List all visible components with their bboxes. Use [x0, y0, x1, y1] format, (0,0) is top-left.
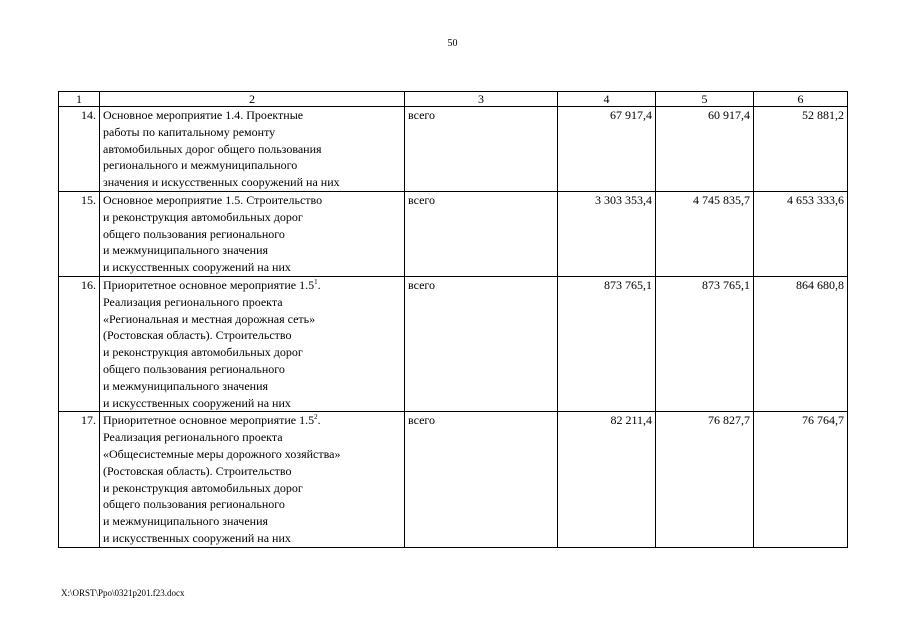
name-line: общего пользования регионального [103, 361, 285, 376]
row-value-col4: 873 765,1 [558, 276, 656, 411]
row-desc: всего [405, 107, 558, 192]
row-value-col5: 4 745 835,7 [656, 191, 754, 276]
name-line: и искусственных сооружений на них [103, 260, 291, 275]
table-row [59, 107, 848, 192]
name-line: (Ростовская область). Строительство [103, 328, 292, 343]
header-col-5: 5 [656, 92, 754, 107]
row-desc: всего [405, 412, 558, 547]
row-value-col5: 873 765,1 [656, 276, 754, 411]
row-index: 16. [59, 276, 100, 411]
row-value-col4: 3 303 353,4 [558, 191, 656, 276]
name-first-text: Приоритетное основное мероприятие 1.5 [103, 277, 315, 292]
name-first-tail: . [317, 413, 321, 428]
header-col-3: 3 [405, 92, 558, 107]
table-row [59, 412, 848, 547]
name-line: и искусственных сооружений на них [103, 530, 291, 545]
row-value-col6: 4 653 333,6 [754, 191, 848, 276]
name-line-first [103, 412, 401, 429]
row-name [100, 276, 405, 411]
row-name [100, 191, 405, 276]
row-index: 15. [59, 191, 100, 276]
row-desc: всего [405, 276, 558, 411]
name-line: (Ростовская область). Строительство [103, 463, 292, 478]
name-line: Основное мероприятие 1.5. Строительство [103, 192, 323, 207]
row-index: 14. [59, 107, 100, 192]
header-row [59, 92, 848, 107]
name-line: и межмуниципального значения [103, 243, 269, 258]
program-table [58, 91, 848, 548]
footnote-mark: 1 [314, 277, 318, 286]
name-line: и межмуниципального значения [103, 378, 269, 393]
row-index: 17. [59, 412, 100, 547]
name-line: общего пользования регионального [103, 497, 285, 512]
row-value-col6: 864 680,8 [754, 276, 848, 411]
table-row [59, 191, 848, 276]
name-line-first [103, 277, 401, 294]
name-line: значения и искусственных сооружений на них [103, 175, 340, 190]
header-col-1: 1 [59, 92, 100, 107]
name-line: и реконструкция автомобильных дорог [103, 345, 303, 360]
name-first-text: Приоритетное основное мероприятие 1.5 [103, 413, 315, 428]
name-line: регионального и межмуниципального [103, 158, 298, 173]
name-line: и искусственных сооружений на них [103, 395, 291, 410]
name-line: общего пользования регионального [103, 226, 285, 241]
name-first-tail: . [317, 277, 321, 292]
footnote-mark: 2 [314, 413, 318, 422]
row-value-col5: 76 827,7 [656, 412, 754, 547]
row-name [100, 412, 405, 547]
table-row [59, 276, 848, 411]
name-line: работы по капитальному ремонту [103, 124, 276, 139]
name-line: и межмуниципального значения [103, 514, 269, 529]
name-line: Реализация регионального проекта [103, 294, 283, 309]
name-line: Основное мероприятие 1.4. Проектные [103, 108, 304, 122]
row-desc: всего [405, 191, 558, 276]
name-line: автомобильных дорог общего пользования [103, 141, 322, 156]
name-line: и реконструкция автомобильных дорог [103, 480, 303, 495]
page-number: 50 [447, 38, 458, 49]
name-line: «Региональная и местная дорожная сеть» [103, 311, 316, 326]
header-col-4: 4 [558, 92, 656, 107]
name-line: Реализация регионального проекта [103, 430, 283, 445]
row-value-col4: 67 917,4 [558, 107, 656, 192]
row-value-col4: 82 211,4 [558, 412, 656, 547]
row-value-col6: 76 764,7 [754, 412, 848, 547]
row-value-col5: 60 917,4 [656, 107, 754, 192]
row-name [100, 107, 405, 192]
row-value-col6: 52 881,2 [754, 107, 848, 192]
header-col-6: 6 [754, 92, 848, 107]
header-col-2: 2 [100, 92, 405, 107]
name-line: «Общесистемные меры дорожного хозяйства» [103, 446, 341, 461]
footer-file-path: X:\ORST\Ppo\0321p201.f23.docx [61, 588, 185, 598]
name-line: и реконструкция автомобильных дорог [103, 209, 303, 224]
